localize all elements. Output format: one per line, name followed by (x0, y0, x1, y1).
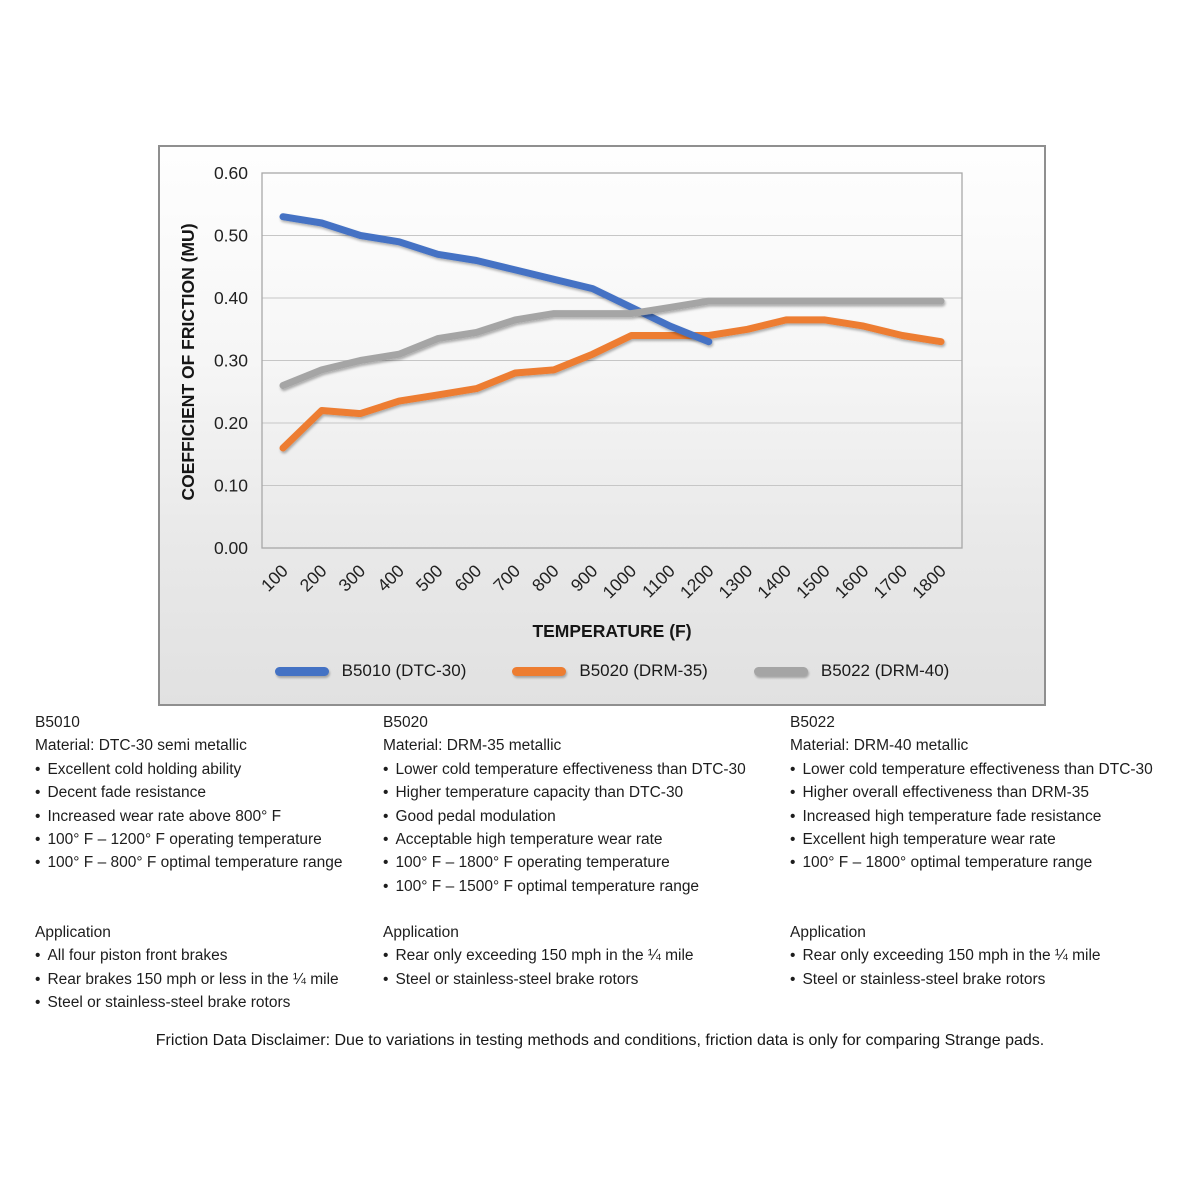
x-tick-label: 200 (295, 560, 331, 596)
feature-item: • Higher overall effectiveness than DRM-35 (790, 781, 1195, 804)
legend-label: B5020 (DRM-35) (579, 661, 708, 680)
feature-item: • Higher temperature capacity than DTC-30 (383, 781, 785, 804)
application-item: • Rear only exceeding 150 mph in the ¼ mile (383, 944, 785, 967)
feature-item: • Excellent cold holding ability (35, 758, 380, 781)
x-tick-label: 900 (566, 560, 602, 596)
legend-item-b5020 (512, 661, 708, 681)
product-code: B5020 (383, 714, 428, 731)
chart-panel (158, 145, 1046, 706)
x-tick-label: 800 (527, 560, 563, 596)
application-label: Application (790, 924, 866, 941)
x-tick-label: 400 (373, 560, 408, 596)
y-tick-label: 0.30 (213, 350, 248, 371)
y-tick-label: 0.60 (213, 163, 248, 183)
feature-item: • Increased high temperature fade resistance (790, 805, 1195, 828)
feature-list (383, 758, 785, 898)
legend-marker-b5010 (275, 667, 329, 676)
application-label: Application (383, 924, 459, 941)
product-columns (35, 711, 1195, 1016)
feature-item: • 100° F – 800° F optimal temperature range (35, 851, 380, 874)
x-tick-label: 1700 (869, 560, 912, 603)
feature-item: • Excellent high temperature wear rate (790, 828, 1195, 851)
legend-item-b5010 (275, 661, 467, 681)
x-tick-label: 1500 (792, 560, 834, 603)
y-tick-label: 0.20 (213, 413, 248, 433)
x-tick-label: 1800 (908, 560, 950, 603)
x-tick-label: 1200 (675, 560, 718, 603)
x-tick-label: 600 (450, 560, 486, 596)
x-tick-label: 500 (411, 560, 447, 596)
x-tick-label: 1000 (598, 560, 641, 603)
application-item: • Steel or stainless-steel brake rotors (383, 968, 785, 991)
x-tick-label: 300 (334, 560, 370, 596)
feature-item: • 100° F – 1500° F optimal temperature range (383, 875, 785, 898)
legend-item-b5022 (754, 661, 950, 681)
feature-item: • 100° F – 1800° optimal temperature range (790, 851, 1195, 874)
feature-item: • Acceptable high temperature wear rate (383, 828, 785, 851)
feature-list (790, 758, 1195, 875)
feature-item: • Increased wear rate above 800° F (35, 805, 380, 828)
chart-legend (262, 658, 962, 684)
application-item: • Steel or stainless-steel brake rotors (790, 968, 1195, 991)
x-tick-label: 700 (489, 560, 525, 596)
material-line: Material: DTC-30 semi metallic (35, 737, 247, 755)
legend-label: B5022 (DRM-40) (820, 661, 950, 680)
application-block (35, 921, 380, 1015)
application-block (383, 921, 785, 991)
y-tick-label: 0.40 (213, 288, 248, 308)
legend-marker-b5020 (512, 667, 566, 676)
feature-item: • Decent fade resistance (35, 781, 380, 804)
feature-list (35, 758, 380, 875)
feature-item: • 100° F – 1200° F operating temperature (35, 828, 380, 851)
disclaimer: Friction Data Disclaimer: Due to variations in testing methods and conditions, friction data is only for comparing Strange pads. (155, 1032, 1045, 1049)
x-axis-title: TEMPERATURE (F) (532, 621, 692, 641)
material-line: Material: DRM-40 metallic (790, 737, 969, 755)
product-column-b5010 (35, 711, 380, 1016)
feature-item: • Lower cold temperature effectiveness than DTC-30 (790, 758, 1195, 781)
product-code: B5022 (790, 714, 835, 731)
application-item: • All four piston front brakes (35, 944, 380, 967)
material-line: Material: DRM-35 metallic (383, 737, 562, 755)
application-list (790, 944, 1195, 991)
y-tick-label: 0.00 (213, 538, 248, 558)
x-tick-label: 100 (257, 560, 292, 596)
y-axis-title: COEFFICIENT OF FRICTION (MU) (178, 223, 198, 501)
x-tick-label: 1300 (714, 560, 757, 603)
y-tick-label: 0.50 (213, 225, 248, 246)
product-code: B5010 (35, 714, 80, 731)
x-tick-label: 1600 (830, 560, 873, 603)
feature-item: • 100° F – 1800° F operating temperature (383, 851, 785, 874)
x-tick-label: 1400 (753, 560, 796, 603)
series-line-b5020 (283, 320, 941, 448)
legend-label: B5010 (DTC-30) (341, 661, 467, 680)
application-label: Application (35, 924, 111, 941)
feature-item: • Lower cold temperature effectiveness than DTC-30 (383, 758, 785, 781)
x-tick-label: 1100 (638, 560, 679, 602)
product-column-b5020 (383, 711, 785, 1016)
application-list (35, 944, 380, 1014)
application-list (383, 944, 785, 991)
legend-marker-b5022 (754, 667, 808, 676)
application-item: • Rear brakes 150 mph or less in the ¼ mile (35, 968, 380, 991)
y-tick-label: 0.10 (213, 475, 248, 496)
friction-chart (160, 147, 1044, 704)
feature-item: • Good pedal modulation (383, 805, 785, 828)
product-column-b5022 (790, 711, 1195, 1016)
application-block (790, 921, 1195, 991)
application-item: • Rear only exceeding 150 mph in the ¼ mile (790, 944, 1195, 967)
application-item: • Steel or stainless-steel brake rotors (35, 991, 380, 1014)
